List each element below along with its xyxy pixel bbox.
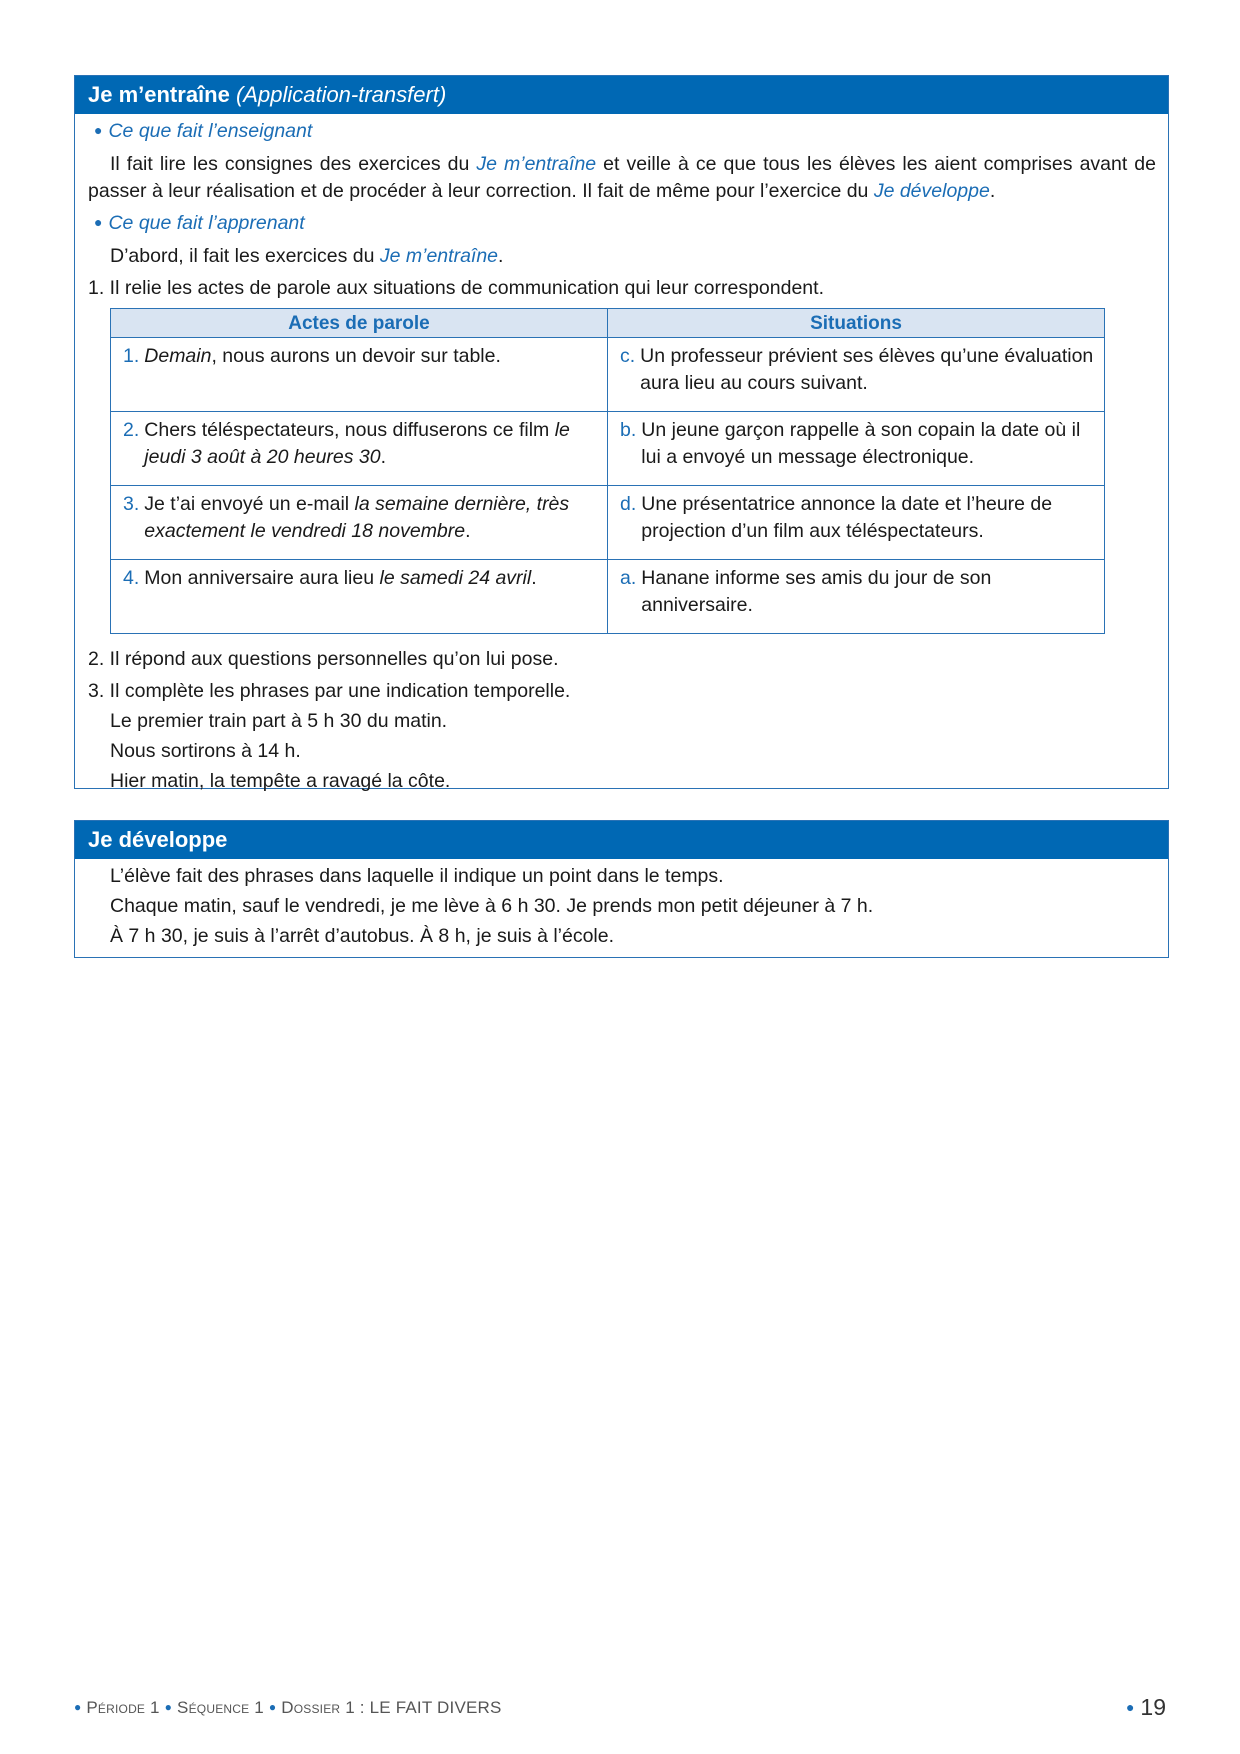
section-je-mentraine bbox=[74, 75, 1169, 792]
section-content bbox=[75, 114, 1168, 795]
section-subtitle: (Application-transfert) bbox=[235, 82, 447, 107]
section-header bbox=[75, 821, 1168, 859]
section-header bbox=[75, 76, 1168, 114]
table-row bbox=[111, 338, 1105, 412]
ref-je-mentraine: Je m’entraîne bbox=[476, 153, 597, 175]
page-number: ● 19 bbox=[1125, 1694, 1166, 1720]
ref-je-developpe: Je développe bbox=[873, 180, 990, 202]
section-content bbox=[75, 859, 1168, 950]
bullet-icon: ● bbox=[94, 214, 103, 230]
table-cell: 3. Je t’ai envoyé un e-mail la semaine dernière, très exactement le vendredi 18 novembre. bbox=[111, 486, 608, 560]
exercise-item: 3. Il complète les phrases par une indication temporelle. bbox=[88, 680, 571, 702]
table-cell: d. Une présentatrice annonce la date et l’heure de projection d’un film aux téléspectateurs. bbox=[608, 486, 1105, 560]
item-number: 1. bbox=[123, 345, 140, 367]
example-line: Nous sortirons à 14 h. bbox=[110, 740, 301, 762]
exercise-item: 2. Il répond aux questions personnelles qu’on lui pose. bbox=[88, 648, 559, 670]
section-title: Je m’entraîne bbox=[88, 82, 230, 107]
text-line: Chaque matin, sauf le vendredi, je me lève à 6 h 30. Je prends mon petit déjeuner à 7 h. bbox=[110, 895, 874, 917]
bullet-heading: ● Ce que fait l’apprenant bbox=[94, 212, 305, 234]
footer-theme: : LE FAIT DIVERS bbox=[354, 1698, 502, 1717]
table-cell: 1. Demain, nous aurons un devoir sur table. bbox=[111, 338, 608, 412]
footer-sequence: Séquence 1 bbox=[177, 1698, 264, 1717]
table-cell: c. Un professeur prévient ses élèves qu’une évaluation aura lieu au cours suivant. bbox=[608, 338, 1105, 412]
bullet-heading: ● Ce que fait l’enseignant bbox=[94, 120, 313, 142]
text-line: L’élève fait des phrases dans laquelle il indique un point dans le temps. bbox=[110, 865, 724, 887]
matching-table bbox=[110, 308, 1105, 634]
table-header-row bbox=[111, 309, 1105, 338]
item-letter: b. bbox=[620, 419, 637, 441]
table-cell: 4. Mon anniversaire aura lieu le samedi 24 avril. bbox=[111, 560, 608, 634]
example-line: Le premier train part à 5 h 30 du matin. bbox=[110, 710, 448, 732]
table-row bbox=[111, 560, 1105, 634]
item-letter: a. bbox=[620, 567, 637, 589]
item-letter: d. bbox=[620, 493, 637, 515]
item-letter: c. bbox=[620, 345, 636, 367]
table-row bbox=[111, 412, 1105, 486]
table-cell: 2. Chers téléspectateurs, nous diffuserons ce film le jeudi 3 août à 20 heures 30. bbox=[111, 412, 608, 486]
bullet-icon: ● bbox=[74, 1700, 82, 1714]
example-line: Hier matin, la tempête a ravagé la côte. bbox=[110, 770, 451, 792]
table-cell: a. Hanane informe ses amis du jour de son anniversaire. bbox=[608, 560, 1105, 634]
paragraph: D’abord, il fait les exercices du Je m’entraîne. bbox=[110, 245, 504, 267]
footer-periode: Période 1 bbox=[86, 1698, 160, 1717]
section-title: Je développe bbox=[88, 827, 228, 852]
bullet-icon: ● bbox=[268, 1700, 277, 1714]
column-header: Situations bbox=[608, 309, 1105, 338]
item-number: 2. bbox=[123, 419, 140, 441]
item-number: 4. bbox=[123, 567, 140, 589]
paragraph: Il fait lire les consignes des exercices du Je m’entraîne et veille à ce que tous les élèves les aient comprises avant de passer à leur réalisation et de procéder à leur correction. Il fait de même pour l’exercice du Je développe. bbox=[88, 153, 1157, 202]
running-footer bbox=[74, 1698, 502, 1718]
table-row bbox=[111, 486, 1105, 560]
bullet-icon: ● bbox=[1125, 1699, 1135, 1715]
ref-je-mentraine: Je m’entraîne bbox=[379, 245, 499, 267]
bullet-icon: ● bbox=[94, 122, 103, 138]
section-je-developpe bbox=[74, 820, 1169, 958]
footer-dossier: Dossier 1 bbox=[281, 1698, 355, 1717]
exercise-item: 1. Il relie les actes de parole aux situations de communication qui leur correspondent. bbox=[88, 277, 824, 299]
column-header: Actes de parole bbox=[111, 309, 608, 338]
table-cell: b. Un jeune garçon rappelle à son copain la date où il lui a envoyé un message électronique. bbox=[608, 412, 1105, 486]
bullet-icon: ● bbox=[164, 1700, 173, 1714]
item-number: 3. bbox=[123, 493, 140, 515]
text-line: À 7 h 30, je suis à l’arrêt d’autobus. À 8 h, je suis à l’école. bbox=[110, 925, 615, 947]
